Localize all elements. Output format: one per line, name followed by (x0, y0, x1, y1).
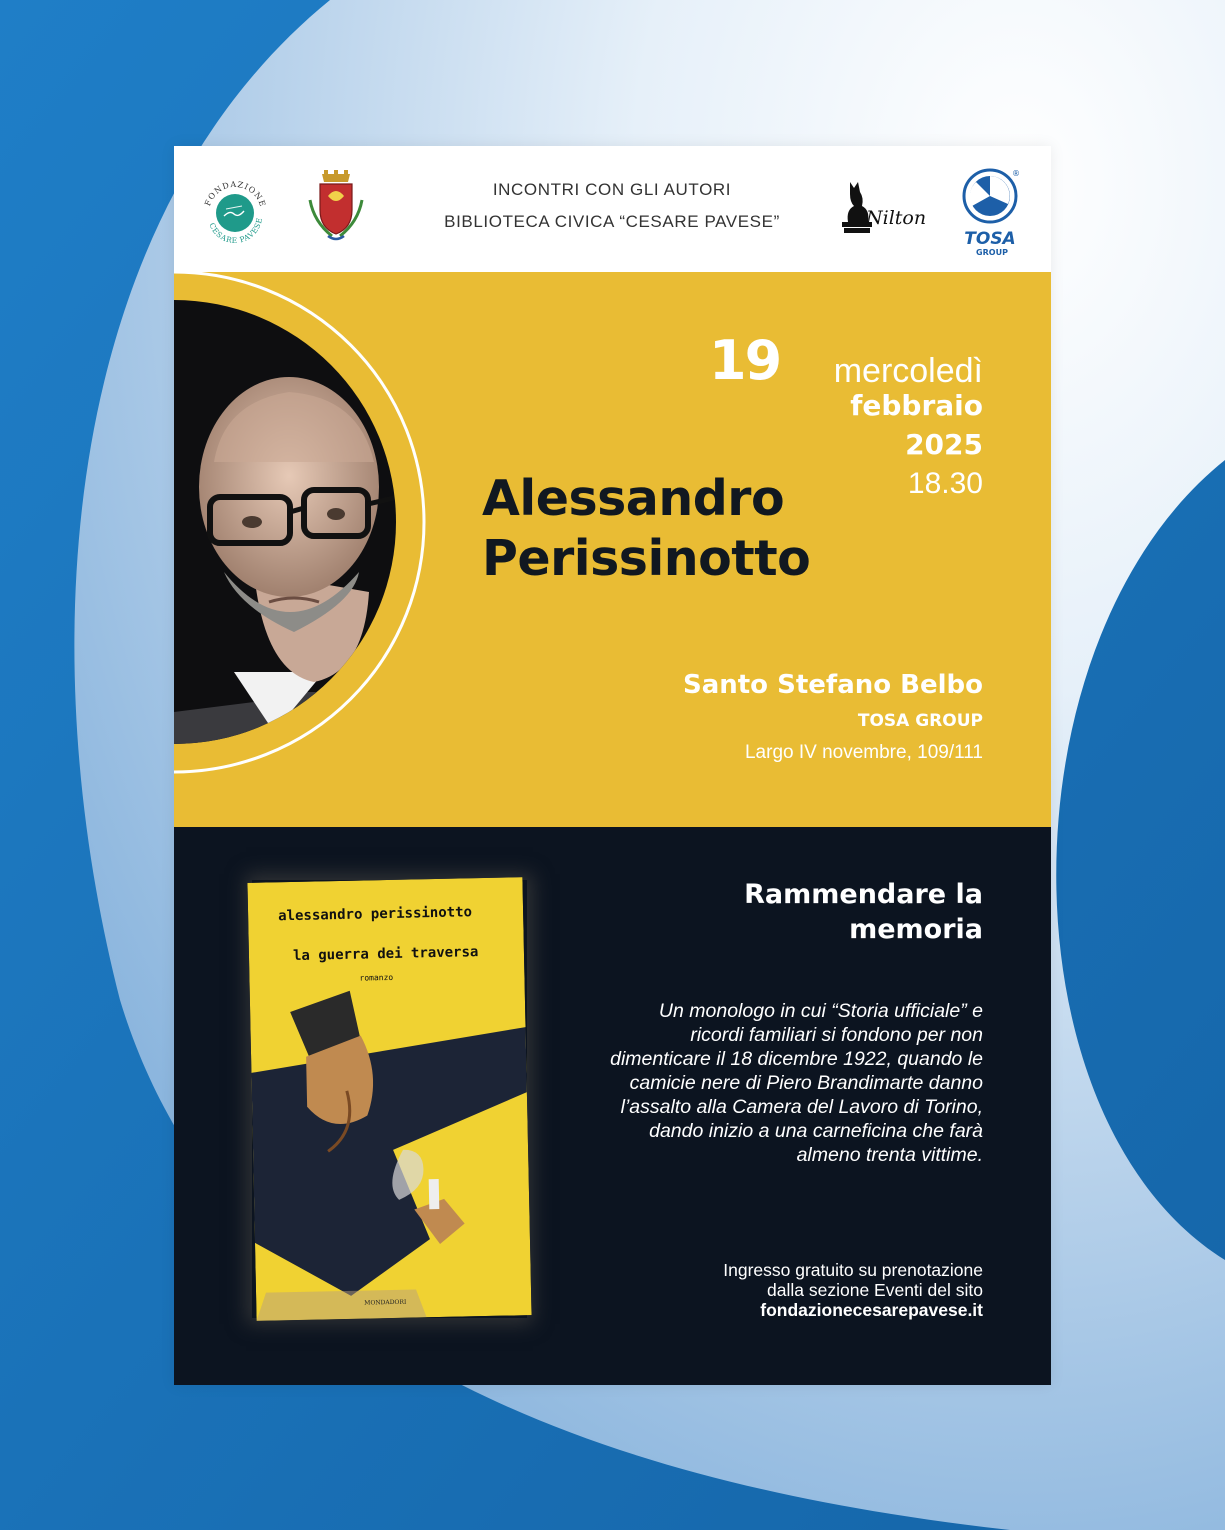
event-day-number: 19 (709, 329, 781, 392)
author-first-name: Alessandro (482, 470, 785, 527)
venue-address: Largo IV novembre, 109/111 (744, 742, 983, 763)
municipal-coat-of-arms-icon (308, 170, 364, 246)
fondazione-cesare-pavese-logo (200, 176, 270, 246)
tosa-logo-registered: ® (1012, 169, 1020, 178)
author-last-name: Perissinotto (482, 530, 811, 587)
event-poster (174, 146, 1051, 1385)
nilton-logo-text: Nilton (866, 207, 927, 229)
book-cover-author: alessandro perissinotto (277, 904, 473, 925)
booking-line1: Ingresso gratuito su prenotazione (723, 1260, 983, 1280)
venue-name: TOSA GROUP (857, 711, 983, 731)
website-link[interactable]: fondazionecesarepavese.it (760, 1300, 983, 1320)
event-weekday: mercoledì (833, 352, 983, 390)
event-title (744, 877, 983, 947)
book-cover-publisher: MONDADORI (364, 1298, 407, 1307)
venue-town: Santo Stefano Belbo (682, 670, 983, 700)
fondazione-logo-line2: CESARE PAVESE (207, 216, 265, 246)
book-cover-title: la guerra dei traversa (292, 944, 479, 964)
tosa-logo-text: TOSA (964, 229, 1016, 249)
book-description: Un monologo in cui “Storia ufficiale” e ricordi familiari si fondono per non dimenticare il 18 dicembre 1922, quando le camicie nere di Piero Brandimarte danno l’assalto alla Camera del Lavoro di Torino, dando inizio a una carneficina che farà almeno trenta vittime. (610, 1000, 983, 1166)
nilton-logo (838, 176, 928, 236)
event-title-line1: Rammendare la (744, 879, 983, 910)
tosa-logo-subtext: GROUP (976, 248, 1008, 257)
event-info-section (174, 272, 1051, 827)
event-time: 18.30 (907, 467, 983, 500)
header-series-line: INCONTRI CON GLI AUTORI (492, 180, 732, 199)
author-portrait (174, 272, 434, 792)
event-title-line2: memoria (849, 914, 983, 945)
book-cover-genre: romanzo (359, 972, 394, 983)
booking-info (723, 1260, 983, 1320)
header-library-line: BIBLIOTECA CIVICA “CESARE PAVESE” (444, 212, 780, 231)
booking-line2: dalla sezione Eventi del sito (767, 1280, 983, 1300)
poster-header (174, 146, 1051, 272)
event-month: febbraio (850, 389, 983, 422)
event-year: 2025 (905, 428, 983, 461)
book-section (174, 827, 1051, 1385)
book-cover (252, 880, 527, 1318)
fondazione-logo-line1: FONDAZIONE (203, 179, 268, 209)
tosa-group-logo (960, 166, 1024, 262)
